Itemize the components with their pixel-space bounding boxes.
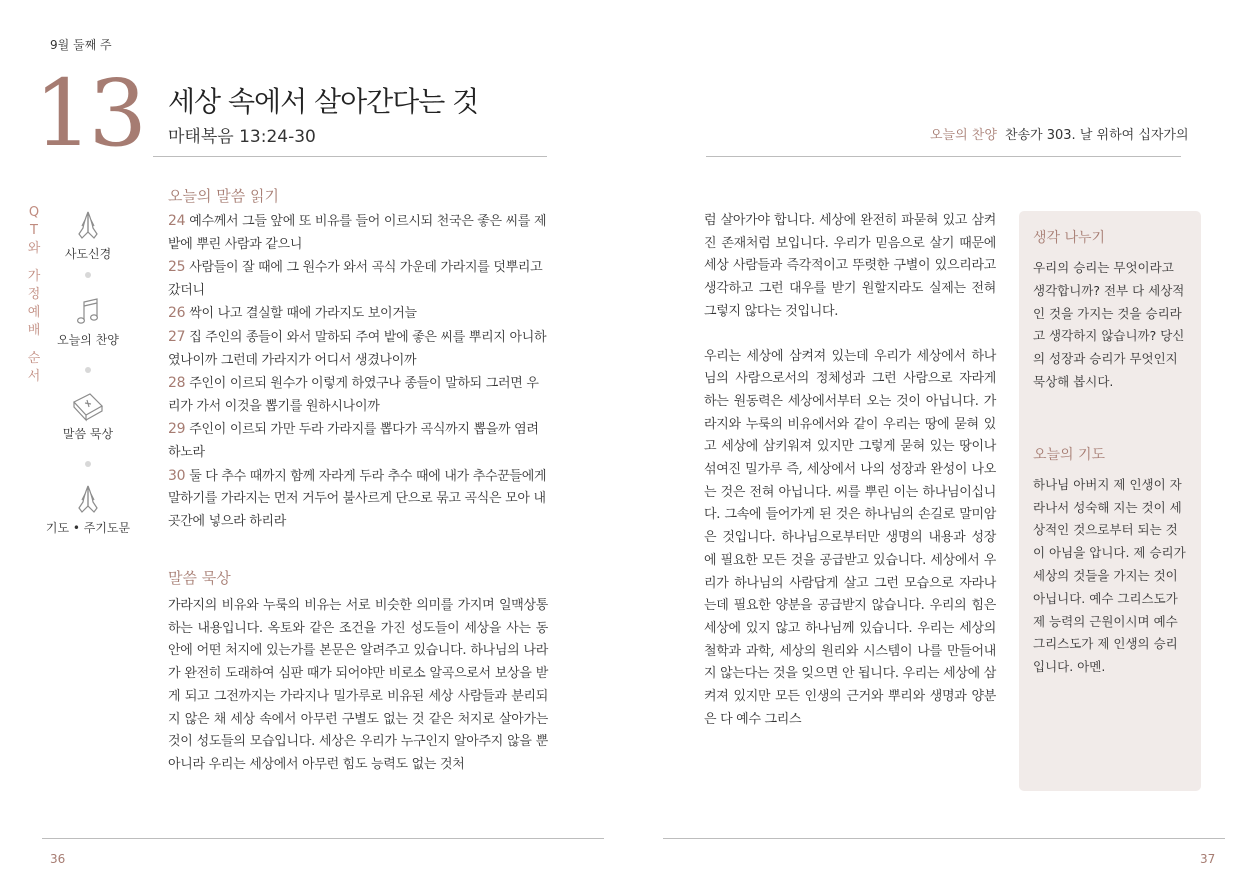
vertical-title-char: 예 xyxy=(27,305,41,320)
share-heading: 생각 나누기 xyxy=(1033,230,1106,246)
verse-text: 집 주인의 종들이 와서 말하되 주여 밭에 좋은 씨를 뿌리지 아니하였나이까 그런데 가라지가 어디서 생겼나이까 xyxy=(168,329,547,368)
verse-number: 27 xyxy=(168,328,186,345)
verse-item xyxy=(168,210,548,256)
vertical-title-char: T xyxy=(30,223,38,238)
verse-item xyxy=(168,372,548,418)
verse-text: 예수께서 그들 앞에 또 비유를 들어 이르시되 천국은 좋은 씨를 제 밭에 뿌린 사람과 같으니 xyxy=(168,214,547,252)
verse-text: 사람들이 잘 때에 그 원수가 와서 곡식 가운데 가라지를 덧뿌리고 갔더니 xyxy=(168,260,543,298)
meditation-paragraph: 우리는 세상에 삼켜져 있는데 우리가 세상에서 하나님의 사람으로서의 정체성과 그런 사람으로 자라게 하는 원동력은 세상에서부터 오는 것이 아닙니다. 가라지와 누룩의 비유에서와 같이 우리는 땅에 묻혀 있고 세상에 삼키워져 있지만 그렇게 묻혀 있는 땅이나 섞여진 밀가루 즉, 세상에서 나의 성장과 완성이 나오는 것은 전혀 아닙니다. 씨를 뿌린 이는 하나님이십니다. 그속에 들어가게 된 것은 하나님의 손길로 말미암은 것입니다. 하나님으로부터만 생명의 내용과 성장에 필요한 모든 것을 공급받고 있습니다. 세상에서 우리가 하나님의 사람답게 살고 그런 모습으로 자라나는데 필요한 양분을 공급받지 않습니다. 우리의 힘은 세상에 있지 않고 하나님께 있습니다. 우리는 세상의 철학과 과학, 세상의 원리와 시스템이 나를 만들어내지 않는다는 것을 잊으면 안 됩니다. 우리는 세상에 삼켜져 있지만 모든 인생의 근거와 뿌리와 생명과 양분은 다 예수 그리스 xyxy=(704,348,996,727)
reading-heading: 오늘의 말씀 읽기 xyxy=(168,187,279,205)
step-label: 말씀 묵상 xyxy=(62,427,114,441)
day-number: 13 xyxy=(34,60,144,167)
vertical-title-char: 서 xyxy=(27,369,41,384)
prayer-heading: 오늘의 기도 xyxy=(1033,446,1106,463)
vertical-title-char: 와 xyxy=(27,241,41,256)
page-title: 세상 속에서 살아간다는 것 xyxy=(168,85,479,118)
music-note-icon xyxy=(38,290,138,328)
meditation-heading: 말씀 묵상 xyxy=(168,569,231,587)
verse-item xyxy=(168,302,548,326)
verse-number: 29 xyxy=(168,421,186,438)
step-separator-dot xyxy=(85,367,91,373)
step-label: 기도 • 주기도문 xyxy=(45,521,131,535)
hymn-text: 찬송가 303. 날 위하여 십자가의 xyxy=(1004,128,1189,143)
meditation-text-left xyxy=(168,595,548,799)
verse-number: 28 xyxy=(168,375,186,392)
step-prayer xyxy=(38,478,138,536)
verse-number: 25 xyxy=(168,259,186,276)
verse-text: 주인이 이르되 가만 두라 가라지를 뽑다가 곡식까지 뽑을까 염려하노라 xyxy=(168,422,539,460)
verse-item xyxy=(168,326,548,372)
footer-divider-left xyxy=(42,838,604,839)
step-label: 사도신경 xyxy=(64,247,112,261)
reflection-box xyxy=(1019,211,1201,791)
page-number-left: 36 xyxy=(50,852,66,866)
meditation-text-right xyxy=(704,210,996,753)
verse-number: 30 xyxy=(168,467,186,484)
week-label: 9월 둘째 주 xyxy=(50,38,112,52)
verse-number: 24 xyxy=(168,213,186,229)
header-divider-left xyxy=(153,156,547,157)
step-separator-dot xyxy=(85,461,91,467)
vertical-title-char: 배 xyxy=(27,323,41,338)
scripture-passage: 마태복음 13:24-30 xyxy=(168,127,316,147)
vertical-title-char: 정 xyxy=(27,287,41,302)
step-label: 오늘의 찬양 xyxy=(57,333,119,347)
vertical-title-char: Q xyxy=(28,205,40,220)
step-word-meditation xyxy=(38,384,138,442)
step-todays-hymn xyxy=(38,290,138,348)
vertical-title-char: 순 xyxy=(27,351,41,366)
header-divider-right xyxy=(706,156,1181,157)
verse-list xyxy=(168,210,548,533)
page-number-right: 37 xyxy=(1200,852,1216,866)
hymn-label: 오늘의 찬양 xyxy=(930,128,997,143)
verse-item xyxy=(168,465,548,534)
verse-text: 주인이 이르되 원수가 이렇게 하였구나 종들이 말하되 그러면 우리가 가서 이것을 뽑기를 원하시나이까 xyxy=(168,376,539,414)
vertical-title-char: 가 xyxy=(27,269,41,284)
todays-hymn xyxy=(930,124,1189,143)
verse-text: 둘 다 추수 때까지 함께 자라게 두라 추수 때에 내가 추수꾼들에게 말하기를 가라지는 먼저 거두어 불사르게 단으로 묶고 곡식은 모아 내 곳간에 넣으라 하리라 xyxy=(168,468,547,529)
praying-hands-icon xyxy=(38,478,138,516)
step-separator-dot xyxy=(85,272,91,278)
meditation-paragraph: 가라지의 비유와 누룩의 비유는 서로 비슷한 의미를 가지며 일맥상통하는 내용입니다. 옥토와 같은 조건을 가진 성도들이 세상을 사는 동안에 어떤 처지에 있는가를 본문은 알려주고 있습니다. 하나님의 나라가 완전히 도래하여 심판 때가 되어야만 비로소 알곡으로서 보상을 받게 되고 그전까지는 가라지나 밀가루로 비유된 세상 사람들과 분리되지 않은 채 세상 속에서 아무런 구별도 없는 것 같은 처지로 살아가는 것이 성도들의 모습입니다. 세상은 우리가 누구인지 알아주지 않을 뿐 아니라 우리는 세상에서 아무런 힘도 능력도 없는 것처 xyxy=(168,598,548,772)
praying-hands-icon xyxy=(38,204,138,242)
verse-number: 26 xyxy=(168,305,186,322)
bible-book-icon xyxy=(38,384,138,422)
share-text: 우리의 승리는 무엇이라고 생각합니까? 전부 다 세상적인 것을 가지는 것을 승리라고 생각하지 않습니까? 당신의 성장과 승리가 무엇인지 묵상해 봅시다. xyxy=(1033,260,1185,389)
footer-divider-right xyxy=(663,838,1225,839)
verse-text: 싹이 나고 결실할 때에 가라지도 보이거늘 xyxy=(189,306,417,322)
step-apostles-creed xyxy=(38,204,138,262)
verse-item xyxy=(168,418,548,464)
verse-item xyxy=(168,256,548,302)
meditation-paragraph: 럼 살아가야 합니다. 세상에 완전히 파묻혀 있고 삼켜진 존재처럼 보입니다. 우리가 믿음으로 살기 때문에 세상 사람들과 즉각적이고 뚜렷한 구별이 있으리라고 생각하고 그런 대우를 받기 원할지라도 실제는 전혀 그렇지 않다는 것입니다. xyxy=(704,213,996,319)
prayer-text: 하나님 아버지 제 인생이 자라나서 성숙해 지는 것이 세상적인 것으로부터 되는 것이 아님을 압니다. 제 승리가 세상의 것들을 가지는 것이 아닙니다. 예수 그리스도가 제 능력의 근원이시며 예수 그리스도가 제 인생의 승리입니다. 아멘. xyxy=(1033,476,1186,675)
